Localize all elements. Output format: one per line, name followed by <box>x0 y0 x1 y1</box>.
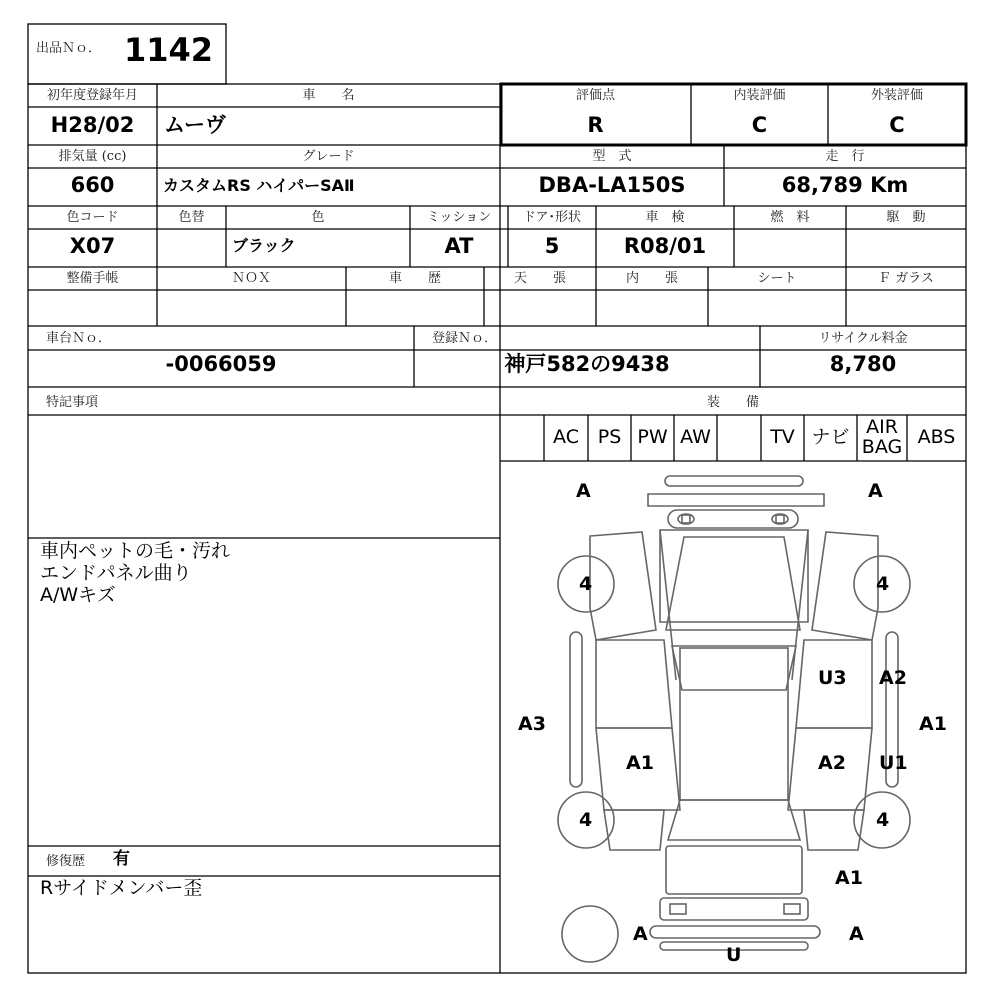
damage-mark: A3 <box>518 713 546 735</box>
damage-mark: A <box>576 480 591 502</box>
damage-mark: A1 <box>835 867 863 889</box>
chassis-label: 車台Ｎｏ． <box>46 331 112 346</box>
equip-air: AIR <box>866 416 898 438</box>
damage-mark: U <box>726 944 742 966</box>
windshield <box>666 537 800 630</box>
damage-mark: 4 <box>876 573 890 595</box>
rear-bumper <box>660 898 808 920</box>
exterior-value: C <box>889 113 905 137</box>
damage-mark: A2 <box>879 667 907 689</box>
maint-label: 整備手帳 <box>66 271 119 286</box>
nox-label: ＮＯＸ <box>231 271 271 286</box>
front-grille <box>668 510 798 528</box>
car-name-value: ムーヴ <box>164 113 226 137</box>
inner-label: 内 張 <box>625 271 678 286</box>
repair-label: 修復歴 <box>46 854 86 869</box>
recycle-value: 8,780 <box>829 352 897 376</box>
inspection-label: 車 検 <box>645 210 685 225</box>
damage-mark: A1 <box>919 713 947 735</box>
roof <box>680 648 788 800</box>
glass-label: Ｆ ガラス <box>878 271 934 286</box>
spare-wheel <box>562 906 618 962</box>
lot-label: 出品Ｎｏ． <box>36 41 102 56</box>
mileage-value: 68,789 Km <box>781 173 909 197</box>
equip-ps: PS <box>597 426 622 448</box>
damage-mark: 4 <box>579 573 593 595</box>
reg-year-label: 初年度登録年月 <box>46 88 138 103</box>
chassis-value: -0066059 <box>165 352 277 376</box>
equip-aw: AW <box>680 426 711 448</box>
model-label: 型 式 <box>592 149 632 164</box>
roof-label: 天 張 <box>513 271 566 286</box>
mission-label: ミッション <box>426 210 492 225</box>
reg-year-value: H28/02 <box>50 113 135 137</box>
damage-mark: A <box>868 480 883 502</box>
score-label: 評価点 <box>575 88 615 103</box>
damage-mark: A1 <box>626 752 654 774</box>
damage-mark: 4 <box>579 809 593 831</box>
equip-bag: BAG <box>861 436 903 458</box>
color-label: 色 <box>311 210 325 225</box>
color-code-value: X07 <box>69 234 116 258</box>
seat-label: シート <box>757 271 797 286</box>
color-code-label: 色コード <box>66 210 119 225</box>
front-bumper <box>648 494 824 506</box>
notes-label: 特記事項 <box>46 395 99 410</box>
equip-ac: AC <box>553 426 579 448</box>
drive-label: 駆 動 <box>886 210 926 225</box>
damage-mark: U3 <box>818 667 847 689</box>
door-value: 5 <box>544 234 560 258</box>
fuel-label: 燃 料 <box>770 210 810 225</box>
note-line: 車内ペットの毛・汚れ <box>40 540 231 562</box>
interior-value: C <box>751 113 768 137</box>
damage-mark: 4 <box>876 809 890 831</box>
history-label: 車 歴 <box>388 271 441 286</box>
right-front-fender <box>812 532 878 640</box>
exterior-label: 外装評価 <box>870 88 923 103</box>
door-label: ドア･形状 <box>522 210 582 225</box>
car-diagram <box>500 461 966 973</box>
equipment-label: 装 備 <box>706 395 759 410</box>
mission-value: AT <box>444 234 474 258</box>
left-step <box>570 632 582 787</box>
note-line: A/Wキズ <box>40 584 116 606</box>
damage-mark: A <box>633 923 648 945</box>
left-front-door <box>596 640 672 728</box>
mileage-label: 走 行 <box>825 149 865 164</box>
lot-number: 1142 <box>124 31 214 69</box>
car-name-label: 車 名 <box>302 88 355 103</box>
back-door <box>666 846 802 894</box>
color-change-label: 色替 <box>178 210 205 225</box>
recycle-label: リサイクル料金 <box>818 331 908 346</box>
model-value: DBA-LA150S <box>538 173 686 197</box>
equip-tv: TV <box>770 426 795 448</box>
front-bumper-top <box>665 476 803 486</box>
grade-label: グレード <box>302 149 355 164</box>
displacement-label: 排気量 (cc) <box>58 149 127 164</box>
interior-label: 内装評価 <box>733 88 786 103</box>
color-value: ブラック <box>232 236 296 255</box>
inspection-value: R08/01 <box>623 234 707 258</box>
repair-value: 有 <box>113 849 130 869</box>
left-front-fender <box>590 532 656 640</box>
plate-value: 神戸582の9438 <box>504 352 670 376</box>
equip-navi: ナビ <box>811 426 850 448</box>
score-value: R <box>587 113 604 137</box>
displacement-value: 660 <box>70 173 115 197</box>
note-line: エンドパネル曲り <box>40 562 192 584</box>
damage-mark: U1 <box>879 752 908 774</box>
damage-mark: A <box>849 923 864 945</box>
rear-glass <box>668 800 800 840</box>
equip-abs: ABS <box>917 426 956 448</box>
damage-mark: A2 <box>818 752 846 774</box>
repair-note: Rサイドメンバー歪 <box>40 877 203 899</box>
plate-label: 登録Ｎｏ． <box>432 331 498 346</box>
grade-value: カスタムRS ハイパーSAⅡ <box>163 176 355 195</box>
equip-pw: PW <box>637 426 668 448</box>
